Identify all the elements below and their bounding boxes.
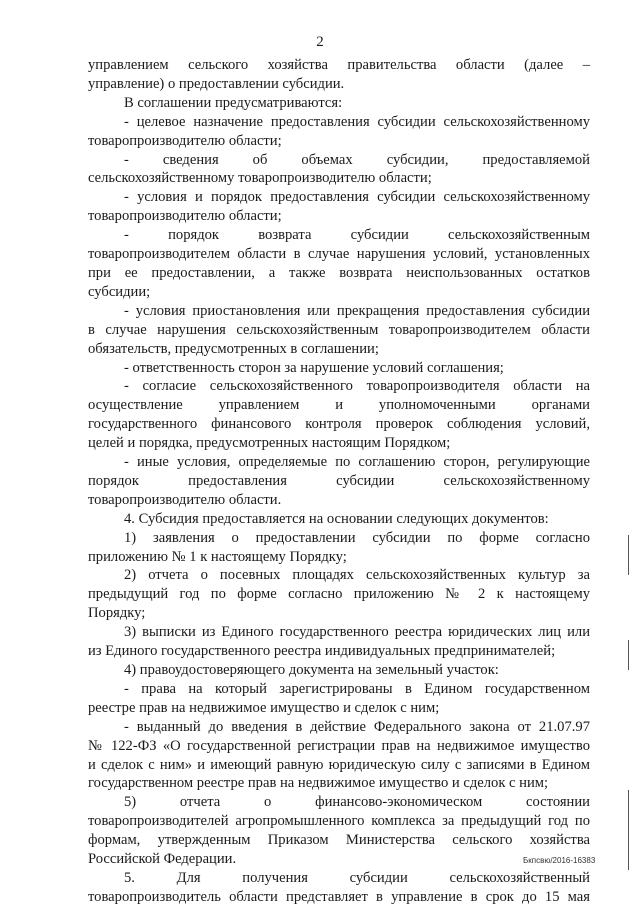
text-line: - права на который зарегистрированы в Едином государственном <box>124 680 590 697</box>
text-line: товаропроизводитель области представляет в управление в срок до 15 мая <box>88 888 590 905</box>
text-line: 2) отчета о посевных площадях сельскохозяйственных культур за <box>124 567 590 584</box>
text-line: - порядок возврата субсидии сельскохозяйственным <box>124 227 590 244</box>
text-line: при ее предоставлении, а также возврата неиспользованных остатков <box>88 264 590 281</box>
text-line: реестре прав на недвижимое имущество и сделок с ним; <box>88 699 440 716</box>
text-line: сельскохозяйственному товаропроизводителю области; <box>88 170 432 187</box>
text-line: - условия и порядок предоставления субсидии сельскохозяйственному <box>124 189 590 206</box>
text-line: № 122-ФЗ «О государственной регистрации прав на недвижимое имущество <box>88 737 590 754</box>
document-code: Бкпсвю/2016-16383 <box>523 856 596 865</box>
text-line: в случае нарушения сельскохозяйственным товаропроизводителем области <box>88 321 590 338</box>
text-line: предыдущий год по форме согласно приложению № 2 к настоящему <box>88 586 590 603</box>
text-line: осуществление управлением и уполномоченными органами <box>88 397 590 414</box>
text-line: порядок предоставления субсидии сельскохозяйственному <box>88 472 590 489</box>
text-line: формам, утвержденным Приказом Министерства сельского хозяйства <box>88 832 590 849</box>
scan-edge-mark <box>628 790 629 870</box>
text-line: управлением сельского хозяйства правительства области (далее – <box>88 57 590 73</box>
text-line: приложению № 1 к настоящему Порядку; <box>88 548 347 565</box>
text-line: целей и порядка, предусмотренных настоящим Порядком; <box>88 435 451 452</box>
page-number: 2 <box>316 34 324 50</box>
text-line: и сделок с ним» и имеющий равную юридическую силу с записями в Едином <box>88 756 590 773</box>
text-line: 4. Субсидия предоставляется на основании следующих документов: <box>124 510 549 527</box>
text-line: государственного финансового контроля проверок соблюдения условий, <box>88 416 590 433</box>
text-line: - целевое назначение предоставления субсидии сельскохозяйственному <box>124 113 590 130</box>
text-line: из Единого государственного реестра индивидуальных предпринимателей; <box>88 643 556 660</box>
text-line: - ответственность сторон за нарушение условий соглашения; <box>124 359 504 376</box>
text-line: товаропроизводителю области; <box>88 208 282 225</box>
text-line: 4) правоудостоверяющего документа на земельный участок: <box>124 662 499 678</box>
text-line: - условия приостановления или прекращения предоставления субсидии <box>124 302 590 319</box>
text-line: государственном реестре прав на недвижимое имущество и сделок с ним; <box>88 775 549 792</box>
text-line: - согласие сельскохозяйственного товаропроизводителя области на <box>124 378 590 395</box>
text-line: - иные условия, определяемые по соглашению сторон, регулирующие <box>124 454 590 471</box>
text-line: Порядку; <box>88 605 146 622</box>
text-line: В соглашении предусматриваются: <box>124 94 343 111</box>
text-line: товаропроизводителей агропромышленного комплекса за предыдущий год по <box>88 813 590 830</box>
text-line: товаропроизводителю области; <box>88 132 282 149</box>
scan-edge-mark <box>628 640 629 670</box>
text-line: товаропроизводителем области в случае нарушения условий, установленных <box>88 246 590 263</box>
scan-edge-mark <box>628 535 629 575</box>
document-body <box>88 56 590 907</box>
text-line: товаропроизводителю области. <box>88 491 282 508</box>
text-line: обязательств, предусмотренных в соглашении; <box>88 340 379 357</box>
text-line: 3) выписки из Единого государственного реестра юридических лиц или <box>124 624 590 641</box>
text-line: управление) о предоставлении субсидии. <box>88 75 345 92</box>
text-line: 5. Для получения субсидии сельскохозяйственный <box>124 869 590 886</box>
text-line: Российской Федерации. <box>88 851 237 868</box>
text-line: - выданный до введения в действие Федерального закона от 21.07.97 <box>124 718 590 735</box>
text-line: - сведения об объемах субсидии, предоставляемой <box>124 151 590 168</box>
text-line: 5) отчета о финансово-экономическом состоянии <box>124 794 590 811</box>
text-line: субсидии; <box>88 283 151 300</box>
text-line: 1) заявления о предоставлении субсидии по форме согласно <box>124 529 590 546</box>
